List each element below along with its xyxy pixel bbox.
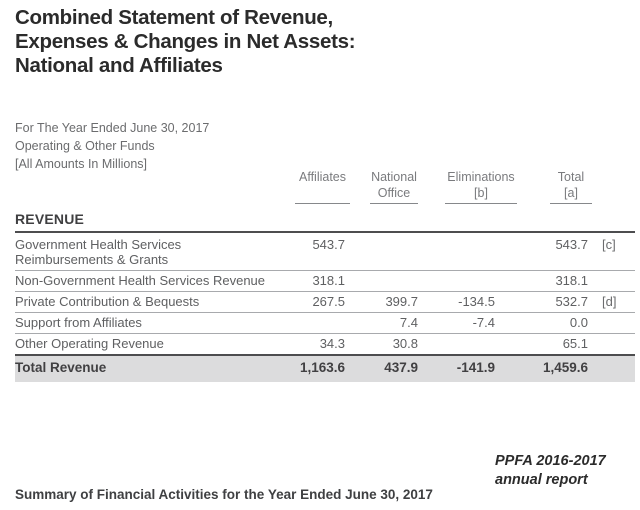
- statement-meta: [15, 119, 209, 173]
- cell-total: 65.1: [562, 336, 588, 351]
- column-header-affiliates: [295, 169, 350, 204]
- source-line-2: annual report: [495, 472, 588, 488]
- cell-eliminations: -141.9: [456, 360, 495, 375]
- cell-national-office: [345, 274, 418, 288]
- cell-label: [15, 274, 290, 288]
- row-label-line-1: Government Health Services: [15, 237, 182, 252]
- cell-label: Total Revenue: [15, 360, 107, 375]
- cell-eliminations: [418, 337, 495, 351]
- column-header-label: [a]: [564, 186, 578, 200]
- cell-note: [588, 274, 635, 288]
- cell-affiliates: 267.5: [312, 294, 345, 309]
- cell-label: [15, 337, 290, 351]
- cell-total: 543.7: [555, 237, 588, 252]
- row-label-line-1: Non-Government Health Services Revenue: [15, 273, 266, 288]
- column-header-national-office: [370, 169, 418, 204]
- cell-total: 532.7: [555, 294, 588, 309]
- cell-note: [588, 316, 635, 330]
- column-header-total: [550, 169, 592, 204]
- cell-national-office: 399.7: [385, 294, 418, 309]
- table-row-government-health-services: [15, 233, 635, 271]
- cell-label: [15, 295, 290, 309]
- figure-caption: Summary of Financial Activities for the Year Ended June 30, 2017: [15, 487, 433, 502]
- source-line-1: PPFA 2016-2017: [495, 453, 606, 469]
- cell-national-office: 30.8: [392, 336, 418, 351]
- table-row-private-contribution-bequests: [15, 292, 635, 313]
- table-row-support-from-affiliates: [15, 313, 635, 334]
- cell-affiliates: 318.1: [312, 273, 345, 288]
- cell-affiliates: [290, 316, 345, 330]
- title-line-2: Expenses & Changes in Net Assets:: [15, 30, 356, 53]
- cell-affiliates: 543.7: [312, 237, 345, 252]
- column-header-label: Eliminations: [447, 170, 515, 184]
- column-header-eliminations: [445, 169, 517, 204]
- cell-national-office: 437.9: [384, 360, 418, 375]
- financial-table: [15, 170, 635, 382]
- cell-national-office: 7.4: [399, 315, 418, 330]
- cell-total: 1,459.6: [542, 360, 588, 375]
- source-attribution: [495, 452, 606, 490]
- meta-period: For The Year Ended June 30, 2017: [15, 121, 210, 135]
- column-header-label: [295, 185, 350, 201]
- column-header-label: Office: [377, 186, 411, 200]
- column-header-label: Affiliates: [298, 170, 346, 184]
- column-header-label: National: [371, 170, 417, 184]
- cell-label: [15, 316, 290, 330]
- cell-affiliates: 1,163.6: [299, 360, 345, 375]
- cell-eliminations: -7.4: [472, 315, 495, 330]
- page-title: [15, 6, 355, 78]
- cell-label: [15, 237, 290, 267]
- title-line-1: Combined Statement of Revenue,: [15, 6, 333, 29]
- cell-eliminations: [418, 274, 495, 288]
- column-headers: [15, 170, 635, 204]
- table-row-total-revenue: [15, 356, 635, 382]
- row-label-line-1: Support from Affiliates: [15, 315, 142, 330]
- cell-note: [588, 337, 635, 351]
- title-line-3: National and Affiliates: [15, 54, 223, 77]
- cell-note: [d]: [602, 294, 617, 309]
- cell-national-office: [345, 237, 418, 267]
- row-label-line-1: Private Contribution & Bequests: [15, 294, 200, 309]
- row-label-line-1: Other Operating Revenue: [15, 336, 164, 351]
- cell-note: [588, 361, 635, 375]
- cell-affiliates: 34.3: [319, 336, 345, 351]
- column-header-label: Total: [557, 170, 585, 184]
- column-header-label: [b]: [474, 186, 488, 200]
- table-row-other-operating-revenue: [15, 334, 635, 356]
- table-row-non-government-health-services: [15, 271, 635, 292]
- cell-eliminations: -134.5: [458, 294, 495, 309]
- cell-eliminations: [418, 237, 495, 267]
- row-label-line-2: Reimbursements & Grants: [15, 252, 169, 267]
- section-header-revenue: REVENUE: [15, 210, 635, 233]
- cell-note: [c]: [602, 237, 616, 252]
- cell-total: 318.1: [555, 273, 588, 288]
- meta-funds: Operating & Other Funds: [15, 139, 155, 153]
- cell-total: 0.0: [569, 315, 588, 330]
- meta-units: [All Amounts In Millions]: [15, 157, 147, 171]
